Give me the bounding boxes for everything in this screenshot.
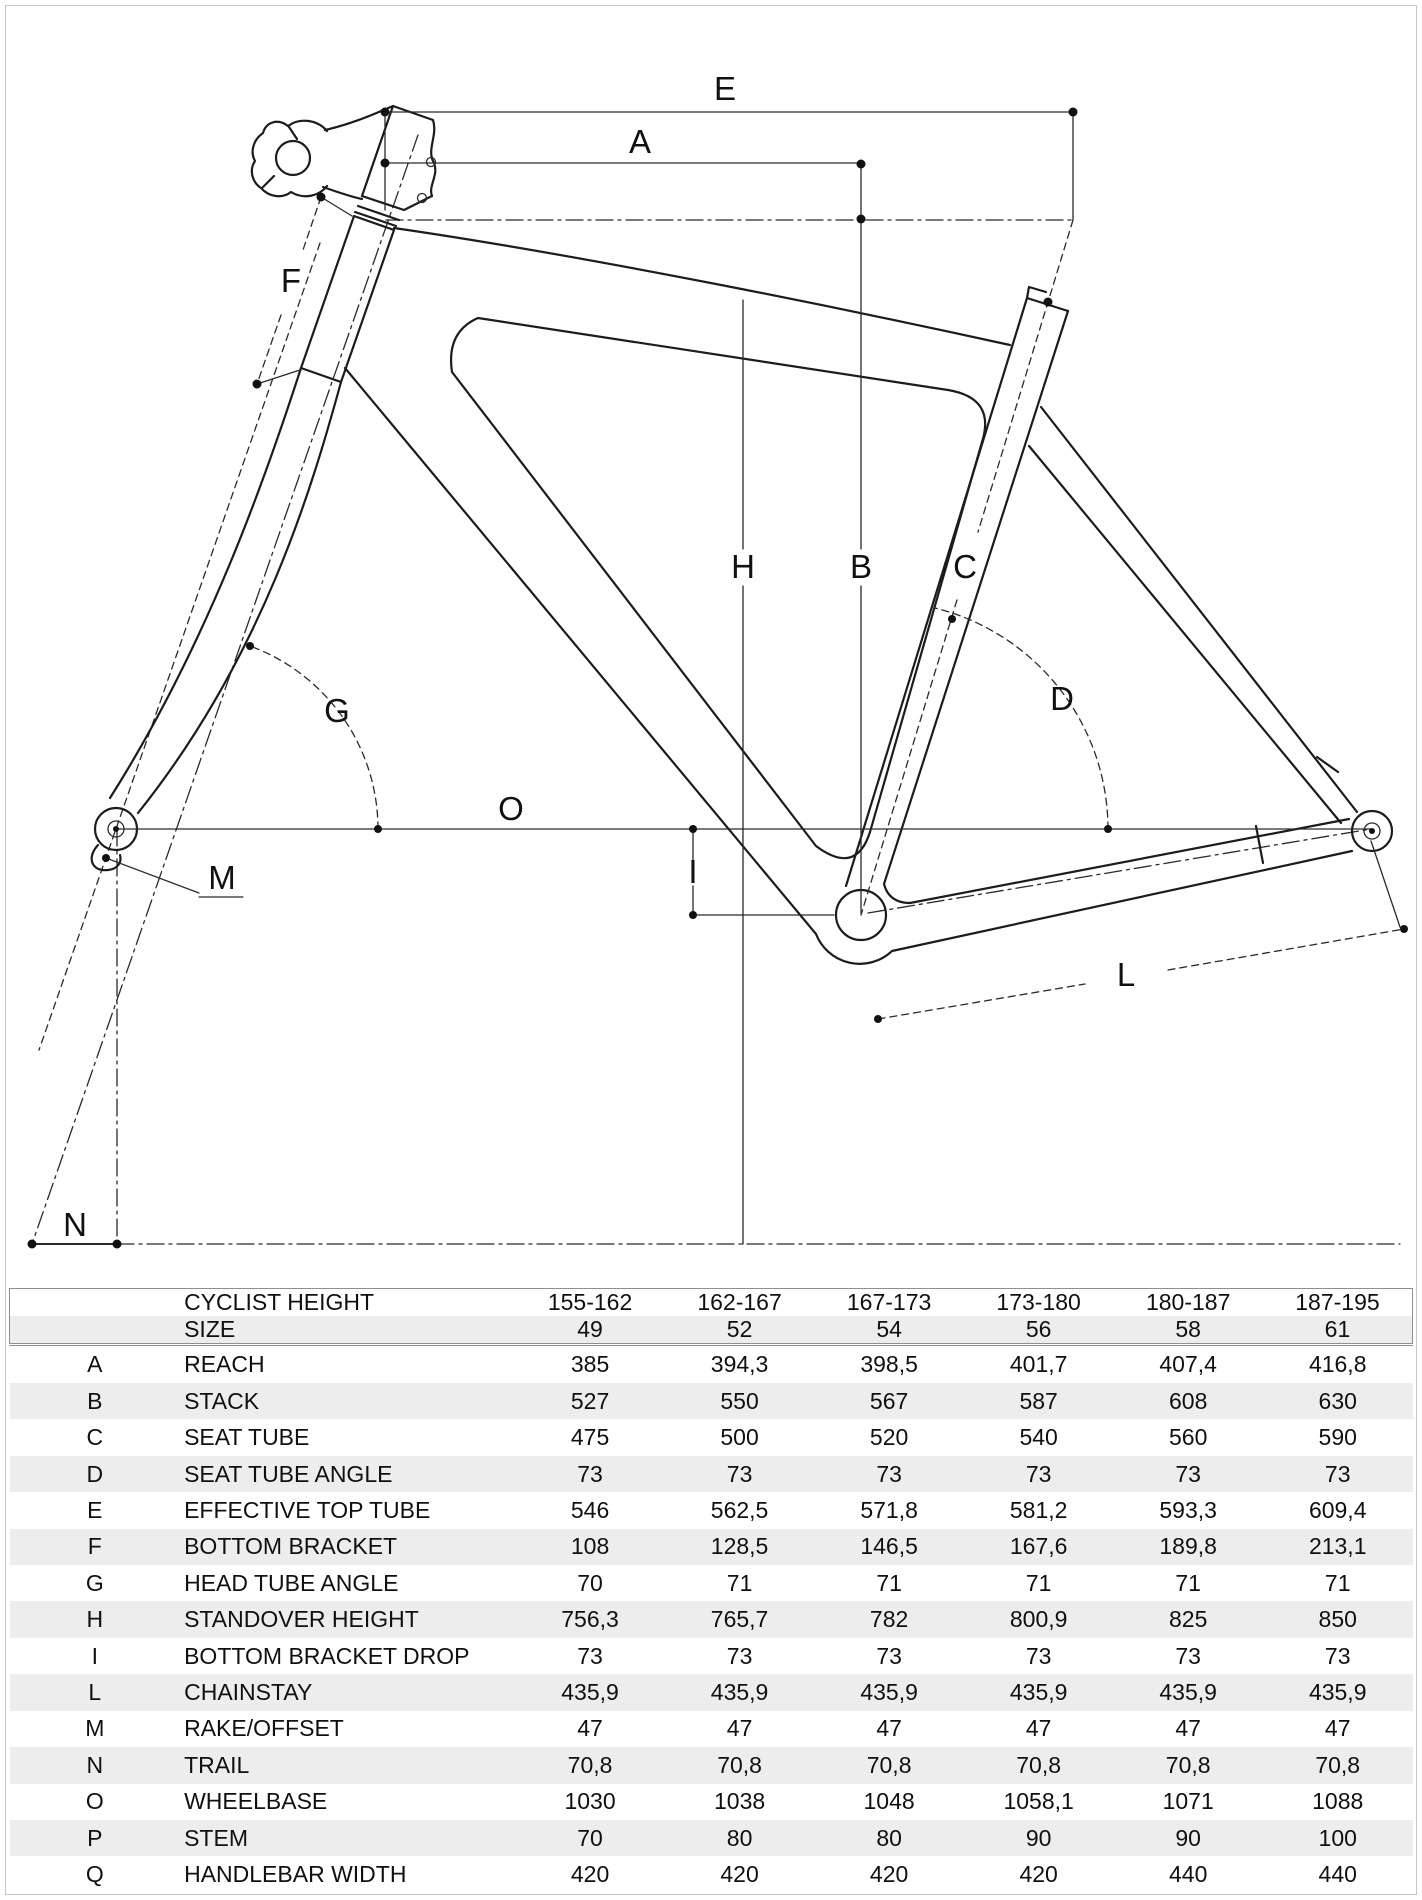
row-value: 800,9 — [1009, 1606, 1068, 1633]
row-value: 189,8 — [1159, 1533, 1217, 1560]
row-value: 394,3 — [710, 1350, 769, 1377]
row-value: 385 — [570, 1350, 610, 1377]
row-value: 1038 — [713, 1788, 766, 1815]
row-value: 73 — [577, 1460, 603, 1487]
label-trail-n: N — [63, 1206, 87, 1243]
handlebar-bore — [276, 141, 310, 175]
cyclist-height-row — [10, 1289, 1413, 1317]
row-value: 146,5 — [860, 1533, 918, 1560]
label-seattube-c: C — [953, 548, 977, 585]
row-name: REACH — [184, 1350, 265, 1377]
seat-tube-right-and-chainstay-top — [884, 311, 1349, 903]
cyclist-height-value: 162-167 — [697, 1289, 782, 1315]
row-value: 71 — [876, 1569, 902, 1596]
row-value: 416,8 — [1308, 1350, 1367, 1377]
table-row — [10, 1747, 1413, 1783]
row-value: 73 — [577, 1642, 603, 1669]
row-value: 420 — [869, 1861, 909, 1888]
seat-stay — [1029, 407, 1357, 823]
row-value: 47 — [1175, 1715, 1201, 1742]
dim-g-arc — [250, 646, 378, 829]
row-value: 527 — [570, 1387, 610, 1414]
dim-e-line — [385, 112, 1073, 220]
row-value: 571,8 — [860, 1496, 918, 1523]
row-value: 440 — [1318, 1861, 1357, 1888]
row-value: 70 — [577, 1824, 603, 1851]
head-tube — [301, 216, 394, 382]
row-letter: Q — [85, 1861, 104, 1888]
row-name: RAKE/OFFSET — [184, 1715, 344, 1742]
label-headtube-f: F — [280, 262, 302, 299]
row-value: 71 — [1025, 1569, 1052, 1596]
row-value: 167,6 — [1009, 1533, 1068, 1560]
label-toptube-e: E — [713, 70, 737, 107]
row-value: 73 — [1324, 1642, 1351, 1669]
frame-outline — [92, 106, 1392, 964]
stem-bottom-edge — [323, 187, 362, 199]
table-row — [10, 1638, 1413, 1674]
row-value: 590 — [1318, 1424, 1357, 1451]
chainstay-axis-line — [868, 829, 1371, 913]
row-value: 608 — [1168, 1387, 1208, 1414]
row-value: 108 — [570, 1533, 610, 1560]
dimension-labels — [63, 70, 1135, 1243]
row-name: EFFECTIVE TOP TUBE — [184, 1496, 431, 1523]
row-value: 80 — [726, 1824, 753, 1851]
geometry-table-header — [10, 1289, 1413, 1345]
row-value: 73 — [726, 1642, 753, 1669]
row-value: 73 — [1025, 1642, 1052, 1669]
row-value: 756,3 — [561, 1606, 619, 1633]
label-standover-h: H — [731, 548, 755, 585]
row-value: 562,5 — [710, 1496, 769, 1523]
main-triangle-inner-contour — [451, 318, 985, 858]
dim-l-line — [878, 929, 1404, 1019]
row-value: 1058,1 — [1003, 1788, 1074, 1815]
table-row — [10, 1492, 1413, 1528]
geometry-table-body — [10, 1345, 1413, 1894]
table-row — [10, 1820, 1413, 1856]
row-value: 593,3 — [1159, 1496, 1217, 1523]
row-letter: C — [86, 1424, 104, 1451]
row-name: STACK — [184, 1387, 260, 1414]
label-reach-a: A — [628, 123, 652, 160]
row-value: 71 — [726, 1569, 753, 1596]
row-value: 70 — [577, 1569, 603, 1596]
row-value: 47 — [876, 1715, 902, 1742]
row-value: 850 — [1318, 1606, 1357, 1633]
row-value: 128,5 — [710, 1533, 769, 1560]
row-name: SEAT TUBE ANGLE — [184, 1460, 393, 1487]
size-value: 49 — [515, 1316, 665, 1345]
row-value: 407,4 — [1159, 1350, 1217, 1377]
row-name: WHEELBASE — [184, 1788, 328, 1815]
row-name: CHAINSTAY — [184, 1679, 313, 1706]
row-value: 1048 — [863, 1788, 915, 1815]
header-letter-cell — [10, 1289, 181, 1317]
row-value: 546 — [570, 1496, 610, 1523]
row-value: 73 — [1324, 1460, 1351, 1487]
row-value: 475 — [570, 1424, 610, 1451]
table-row — [10, 1565, 1413, 1601]
size-value: 54 — [814, 1316, 964, 1345]
cyclist-height-value: 155-162 — [547, 1289, 633, 1315]
construction-lines — [32, 135, 1400, 1244]
cyclist-height-value: 173-180 — [996, 1289, 1081, 1315]
size-value: 52 — [665, 1316, 815, 1345]
dim-a-line — [385, 163, 861, 210]
table-row — [10, 1784, 1413, 1820]
row-letter: O — [85, 1788, 104, 1815]
row-letter: B — [87, 1387, 103, 1414]
row-letter: I — [91, 1642, 98, 1669]
row-letter: M — [85, 1715, 105, 1742]
steering-axis-line — [32, 135, 418, 1244]
row-letter: H — [86, 1606, 104, 1633]
size-label: SIZE — [180, 1316, 515, 1345]
table-row — [10, 1383, 1413, 1419]
label-bbdrop-i: I — [688, 853, 698, 890]
row-value: 70,8 — [567, 1751, 613, 1778]
row-value: 70,8 — [866, 1751, 912, 1778]
row-letter: A — [87, 1350, 103, 1377]
dimension-dots — [28, 108, 1409, 1249]
row-value: 398,5 — [860, 1350, 918, 1377]
row-value: 213,1 — [1308, 1533, 1367, 1560]
label-rake-m: M — [208, 859, 236, 896]
seat-tube-left-edge — [846, 298, 1027, 886]
row-value: 70,8 — [1315, 1751, 1361, 1778]
row-value: 70,8 — [717, 1751, 762, 1778]
size-value: 56 — [964, 1316, 1114, 1345]
row-name: STANDOVER HEIGHT — [184, 1606, 419, 1633]
row-name: HEAD TUBE ANGLE — [184, 1569, 399, 1596]
row-value: 435,9 — [561, 1679, 619, 1706]
row-name: STEM — [184, 1824, 248, 1851]
row-value: 71 — [1175, 1569, 1201, 1596]
handlebar-clamp-slits — [263, 127, 297, 187]
row-value: 1030 — [564, 1788, 616, 1815]
row-value: 520 — [869, 1424, 909, 1451]
fork-rear-edge — [138, 382, 341, 813]
row-value: 47 — [726, 1715, 753, 1742]
row-value: 73 — [1025, 1460, 1052, 1487]
row-name: BOTTOM BRACKET — [184, 1533, 398, 1560]
size-value: 58 — [1113, 1316, 1263, 1345]
cyclist-height-value: 180-187 — [1145, 1289, 1231, 1315]
row-value: 420 — [1019, 1861, 1058, 1888]
table-row — [10, 1456, 1413, 1492]
table-row — [10, 1529, 1413, 1565]
row-letter: L — [88, 1679, 102, 1706]
row-value: 440 — [1168, 1861, 1208, 1888]
row-value: 401,7 — [1009, 1350, 1068, 1377]
row-value: 47 — [1025, 1715, 1052, 1742]
row-value: 73 — [1175, 1642, 1201, 1669]
cyclist-height-value: 187-195 — [1295, 1289, 1380, 1315]
row-value: 567 — [869, 1387, 909, 1414]
row-value: 825 — [1168, 1606, 1208, 1633]
row-value: 435,9 — [1159, 1679, 1217, 1706]
label-headangle-g: G — [324, 692, 350, 729]
row-name: BOTTOM BRACKET DROP — [184, 1642, 470, 1669]
row-value: 47 — [577, 1715, 603, 1742]
row-value: 587 — [1019, 1387, 1058, 1414]
row-value: 90 — [1175, 1824, 1201, 1851]
row-value: 70,8 — [1016, 1751, 1062, 1778]
label-chainstay-l: L — [1116, 956, 1136, 993]
row-value: 90 — [1025, 1824, 1052, 1851]
row-name: HANDLEBAR WIDTH — [184, 1861, 407, 1888]
row-value: 73 — [876, 1460, 902, 1487]
size-row — [10, 1316, 1413, 1345]
row-value: 73 — [876, 1642, 902, 1669]
row-value: 1071 — [1162, 1788, 1214, 1815]
label-seatangle-d: D — [1050, 680, 1074, 717]
row-value: 540 — [1019, 1424, 1058, 1451]
row-value: 70,8 — [1165, 1751, 1211, 1778]
size-value: 61 — [1263, 1316, 1413, 1345]
row-name: TRAIL — [184, 1751, 250, 1778]
geometry-table — [9, 1288, 1413, 1893]
row-value: 73 — [1175, 1460, 1201, 1487]
row-letter: G — [85, 1569, 104, 1596]
row-letter: E — [87, 1496, 103, 1523]
table-row — [10, 1419, 1413, 1455]
row-value: 420 — [570, 1861, 610, 1888]
row-value: 435,9 — [1009, 1679, 1068, 1706]
row-value: 765,7 — [710, 1606, 769, 1633]
row-value: 630 — [1318, 1387, 1357, 1414]
row-value: 73 — [726, 1460, 753, 1487]
row-value: 100 — [1318, 1824, 1357, 1851]
row-value: 71 — [1324, 1569, 1351, 1596]
dimension-lines — [32, 112, 1404, 1244]
axle-parallel-line — [39, 243, 320, 1050]
top-tube — [394, 228, 1010, 345]
handlebar-clamp — [252, 121, 327, 197]
cyclist-height-label: CYCLIST HEIGHT — [184, 1289, 375, 1315]
chainstay-joint-line — [1256, 826, 1263, 863]
table-row — [10, 1856, 1413, 1893]
row-value: 47 — [1324, 1715, 1351, 1742]
cyclist-height-value: 167-173 — [846, 1289, 932, 1315]
table-row — [10, 1674, 1413, 1710]
row-value: 550 — [720, 1387, 759, 1414]
table-row — [10, 1345, 1413, 1383]
row-value: 420 — [720, 1861, 759, 1888]
row-letter: P — [87, 1824, 103, 1851]
table-row — [10, 1601, 1413, 1637]
label-wheelbase-o: O — [498, 790, 524, 827]
label-stack-b: B — [849, 548, 873, 585]
row-value: 435,9 — [1308, 1679, 1367, 1706]
row-letter: N — [86, 1751, 104, 1778]
table-row — [10, 1711, 1413, 1747]
size-letter-cell — [10, 1316, 181, 1345]
row-value: 609,4 — [1308, 1496, 1367, 1523]
row-value: 581,2 — [1009, 1496, 1068, 1523]
row-value: 435,9 — [710, 1679, 769, 1706]
dim-l-extension — [1371, 841, 1400, 927]
row-value: 435,9 — [860, 1679, 918, 1706]
row-letter: F — [87, 1533, 102, 1560]
row-name: SEAT TUBE — [184, 1424, 310, 1451]
row-letter: D — [86, 1460, 104, 1487]
row-value: 560 — [1168, 1424, 1208, 1451]
row-value: 782 — [869, 1606, 909, 1633]
row-value: 500 — [720, 1424, 759, 1451]
row-value: 1088 — [1312, 1788, 1364, 1815]
row-value: 80 — [876, 1824, 902, 1851]
